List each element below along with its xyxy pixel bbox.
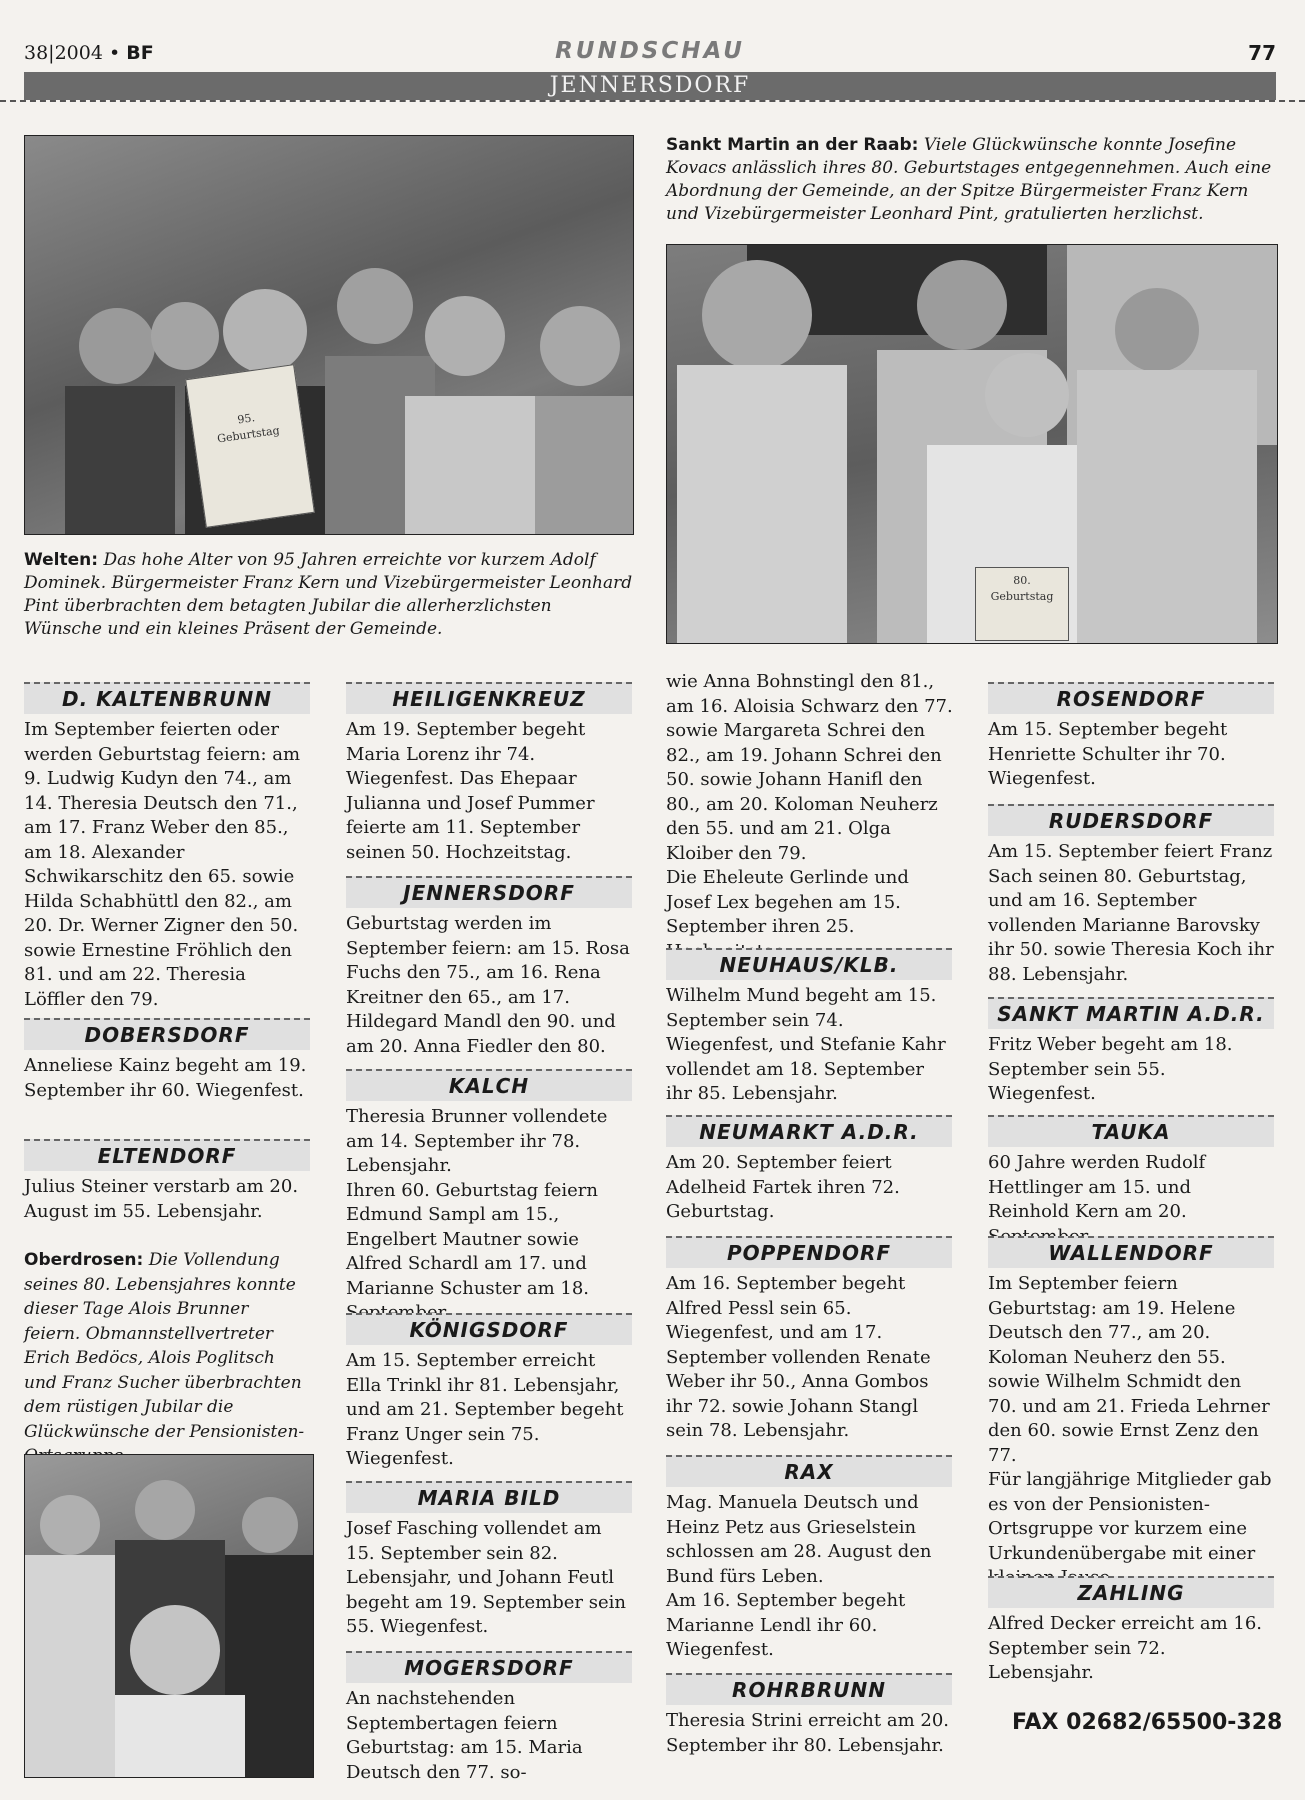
section-heading: NEUHAUS/KLB. (666, 948, 952, 980)
section-heading: D. KALTENBRUNN (24, 682, 310, 714)
caption-sankt-martin (666, 134, 1276, 226)
welten-certificate (185, 364, 315, 528)
section-body: Theresia Brunner vollendete am 14. September ihr 78. Lebensjahr. (346, 1106, 608, 1176)
section-body-2: Die Eheleute Gerlinde und Josef Lex begehen am 15. September ihren 25. (666, 867, 909, 937)
section-title: RUNDSCHAU (555, 38, 745, 64)
section-body: Anneliese Kainz begeht am 19. September ihr 60. Wiegenfest. (24, 1055, 307, 1101)
photo-sankt-martin-figures (667, 245, 1277, 643)
region-band: JENNERSDORF (24, 72, 1276, 100)
section-rohrbrunn (666, 1673, 952, 1758)
section-heading: NEUMARKT A.D.R. (666, 1115, 952, 1147)
section-body: Am 15. September erreicht Ella Trinkl ihr 81. Lebensjahr, und am 21. September begeht Franz Unger sein 75. Wiegenfest. (346, 1350, 624, 1469)
section-body: Am 19. September begeht Maria Lorenz ihr 74. Wiegenfest. Das Ehepaar Julianna und Josef Pummer feierte am 11. September seinen 50. Hochzeitstag. (346, 719, 595, 863)
brand-label: BF (126, 42, 154, 64)
caption-welten (24, 549, 634, 641)
section-heading: ZAHLING (988, 1576, 1274, 1608)
section-heading: MARIA BILD (346, 1481, 632, 1513)
section-dobersdorf (24, 1018, 310, 1103)
section-heading: ROSENDORF (988, 682, 1274, 714)
section-neumarkt (666, 1115, 952, 1225)
certificate-number: 95. (236, 411, 256, 427)
issue-number: 38|2004 • (24, 42, 121, 64)
page-number: 77 (1248, 41, 1276, 65)
section-heading: RAX (666, 1455, 952, 1487)
section-body-2: Ihren 60. Geburtstag feiern Edmund Sampl am 15., Engelbert Mautner sowie Alfred Schardl am 17. und Marianne Schuster am 18. (346, 1179, 598, 1299)
section-heading: MOGERSDORF (346, 1651, 632, 1683)
photo-welten (24, 135, 634, 535)
section-body: Am 16. September begeht Alfred Pessl sein 65. Wiegenfest, und am 17. September vollenden Renate Weber ihr 50., Anna Gombos ihr 72. sowie Johann Stangl sein 78. Lebensjahr. (666, 1273, 931, 1441)
certificate-label: Geburtstag (216, 423, 281, 446)
section-heading: KALCH (346, 1069, 632, 1101)
section-heading: DOBERSDORF (24, 1018, 310, 1050)
section-heading: KÖNIGSDORF (346, 1313, 632, 1345)
section-zahling (988, 1576, 1274, 1686)
section-eltendorf (24, 1139, 310, 1224)
photo-welten-figures (25, 136, 633, 534)
section-rosendorf (988, 682, 1274, 792)
certificate-label: Geburtstag (990, 590, 1054, 603)
section-maria-bild (346, 1481, 632, 1640)
section-mogersdorf-continued (666, 670, 956, 964)
section-body: Theresia Strini erreicht am 20. September ihr 80. Lebensjahr. (666, 1710, 949, 1756)
section-body: wie Anna Bohnstingl den 81., am 16. Aloisia Schwarz den 77. sowie Margareta Schrei den 82., am 19. Johann Schrei den 50. sowie Johann Hanifl den 80., am 20. Koloman Neuherz den 55. und am 21. Olga Kloiber den 79. (666, 671, 953, 864)
section-body: Alfred Decker erreicht am 16. September sein 72. Lebensjahr. (988, 1613, 1263, 1683)
fax-number: FAX 02682/65500-328 (1012, 1710, 1283, 1735)
section-heiligenkreuz (346, 682, 632, 865)
section-body: Im September feiern Geburtstag: am 19. Helene Deutsch den 77., am 20. Koloman Neuherz den 55. sowie Wilhelm Schmidt den 70. und am 21. Frieda Lehrner den 60. sowie Ernst Zenz den 77. (988, 1273, 1270, 1466)
section-body: Geburtstag werden im September feiern: am 15. Rosa Fuchs den 75., am 16. Rena Kreitner den 65., am 17. Hildegard Mandl den 90. und am 20. Anna Fiedler den 80. (346, 913, 630, 1057)
certificate-number: 80. (1013, 574, 1031, 587)
caption-text: Das hohe Alter von 95 Jahren erreichte vor kurzem Adolf Dominek. Bürgermeister Franz Kern und Vizebürgermeister Leonhard Pint überbrachten dem betagten Jubilar die allerherzlichsten Wünsche und ein kleines Präsent der Gemeinde. (24, 550, 633, 639)
section-heading: ROHRBRUNN (666, 1673, 952, 1705)
sankt-martin-certificate (975, 567, 1069, 641)
section-rax (666, 1455, 952, 1663)
section-body: Mag. Manuela Deutsch und Heinz Petz aus Grieselstein schlossen am 28. August den Bund fürs Leben. (666, 1492, 932, 1587)
section-body: Fritz Weber begeht am 18. September sein 55. Wiegenfest. (988, 1034, 1233, 1104)
section-heading: RUDERSDORF (988, 804, 1274, 836)
section-heading: SANKT MARTIN A.D.R. (988, 997, 1274, 1029)
section-mogersdorf (346, 1651, 632, 1785)
section-heading: JENNERSDORF (346, 876, 632, 908)
section-body-2: Für langjährige Mitglieder gab es von der Pensionisten-Ortsgruppe vor kurzem eine Urkundenübergabe mit einer (988, 1469, 1272, 1564)
section-body: 60 Jahre werden Rudolf Hettlinger am 15. und Reinhold Kern am 20. (988, 1152, 1206, 1222)
caption-place: Welten: (24, 550, 99, 570)
section-body: Am 20. September feiert Adelheid Fartek ihren 72. Geburtstag. (666, 1152, 900, 1222)
section-d-kaltenbrunn (24, 682, 310, 1012)
section-body: Julius Steiner verstarb am 20. August im 55. Lebensjahr. (24, 1176, 299, 1222)
photo-oberdrosen (24, 1454, 314, 1778)
section-neuhaus (666, 948, 952, 1107)
section-kalch (346, 1069, 632, 1326)
section-body: Am 15. September feiert Franz Sach seinen 80. Geburtstag, und am 16. September vollenden Marianne Barovsky ihr 50. sowie Theresia Koch ihr 88. Lebensjahr. (988, 841, 1274, 985)
section-body: Am 15. September begeht Henriette Schulter ihr 70. Wiegenfest. (988, 719, 1228, 789)
section-heading: TAUKA (988, 1115, 1274, 1147)
page-header (24, 38, 1276, 68)
caption-text: Viele Glückwünsche konnte Josefine Kovacs anlässlich ihres 80. Geburtstages entgegennehmen. Auch eine Abordnung der Gemeinde, an der Spitze Bürgermeister Franz Kern und Vizebürgermeister Leonhard Pint, gratulierten herzlichst. (666, 135, 1272, 224)
section-body-2: Am 16. September begeht Marianne Lendl ihr 60. Wiegenfest. (666, 1590, 906, 1660)
photo-oberdrosen-figures (25, 1455, 313, 1777)
section-heading: WALLENDORF (988, 1236, 1274, 1268)
section-wallendorf (988, 1236, 1274, 1591)
caption-oberdrosen (24, 1248, 310, 1469)
section-koenigsdorf (346, 1313, 632, 1472)
caption-place: Oberdrosen: (24, 1250, 144, 1270)
section-poppendorf (666, 1236, 952, 1444)
section-jennersdorf (346, 876, 632, 1059)
section-body: Im September feierten oder werden Geburtstag feiern: am 9. Ludwig Kudyn den 74., am 14. Theresia Deutsch den 71., am 17. Franz Weber den 85., am 18. Alexander Schwikarschitz den 65. sowie Hilda Schabhüttl den 82., am 20. Dr. Werner Zigner den 50. sowie Ernestine Fröhlich den 81. und am 22. Theresia Löffler den 79. (24, 719, 301, 1010)
header-divider (0, 100, 1305, 102)
section-sankt-martin (988, 997, 1274, 1107)
caption-place: Sankt Martin an der Raab: (666, 135, 919, 155)
caption-text: Die Vollendung seines 80. Lebensjahres konnte dieser Tage Alois Brunner feiern. Obmannstellvertreter Erich Bedöcs, Alois Poglitsch und Franz Sucher überbrachten dem rüstigen Jubilar die Glückwünsche der Pensionisten- (24, 1250, 305, 1442)
section-tauka (988, 1115, 1274, 1249)
section-body: Wilhelm Mund begeht am 15. September sein 74. Wiegenfest, und Stefanie Kahr vollendet am 18. September ihr 85. Lebensjahr. (666, 985, 946, 1104)
section-heading: ELTENDORF (24, 1139, 310, 1171)
section-body: Josef Fasching vollendet am 15. September sein 82. Lebensjahr, und Johann Feutl begeht am 19. September sein 55. Wiegenfest. (346, 1518, 626, 1637)
section-rudersdorf (988, 804, 1274, 987)
section-heading: POPPENDORF (666, 1236, 952, 1268)
section-heading: HEILIGENKREUZ (346, 682, 632, 714)
section-body: An nachstehenden Septembertagen feiern Geburtstag: am 15. Maria Deutsch den 77. so- (346, 1688, 583, 1783)
photo-sankt-martin (666, 244, 1278, 644)
